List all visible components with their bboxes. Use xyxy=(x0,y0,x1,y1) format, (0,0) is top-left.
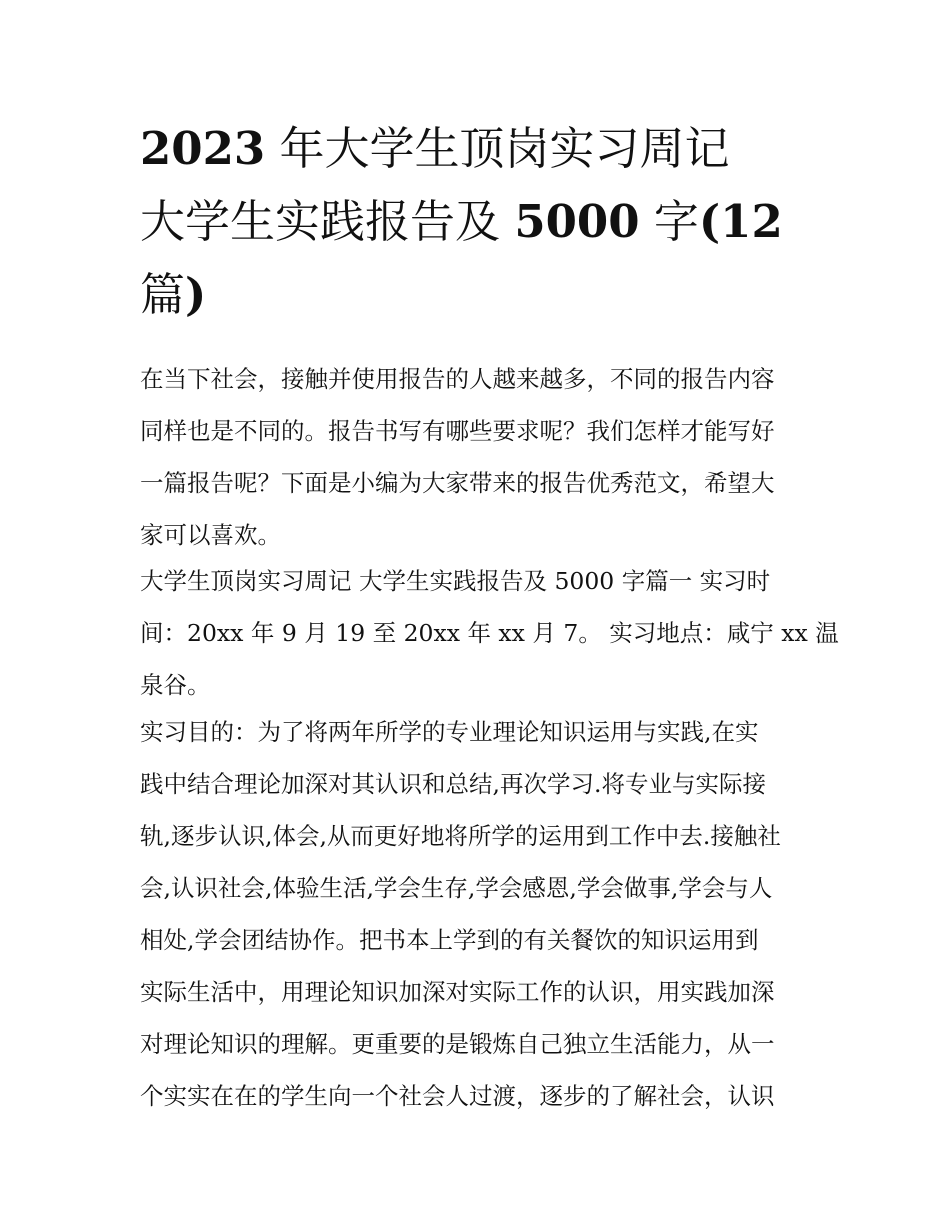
title-number: 5000 xyxy=(514,195,640,248)
paragraph-line: 实习目的：为了将两年所学的专业理论知识运用与实践,在实 xyxy=(140,718,759,746)
title-line xyxy=(140,185,820,258)
paragraph-line: 个实实在在的学生向一个社会人过渡，逐步的了解社会，认识 xyxy=(140,1082,775,1110)
title-year: 2023 xyxy=(140,122,266,175)
paragraph-line: 同样也是不同的。报告书写有哪些要求呢？我们怎样才能写好 xyxy=(140,417,775,445)
document-title xyxy=(140,112,820,331)
paragraph-line: 泉谷。 xyxy=(140,671,211,699)
paragraph-line: 对理论知识的理解。更重要的是锻炼自己独立生活能力，从一 xyxy=(140,1030,775,1058)
title-text: 年大学生顶岗实习周记 xyxy=(265,122,730,175)
paragraph-line: 轨,逐步认识,体会,从而更好地将所学的运用到工作中去.接触社 xyxy=(140,822,781,850)
title-count: (12 xyxy=(698,195,783,248)
paragraph-line: 实际生活中，用理论知识加深对实际工作的认识，用实践加深 xyxy=(140,978,775,1006)
paragraph-line: 大学生顶岗实习周记 大学生实践报告及 5000 字篇一 实习时 xyxy=(140,567,771,595)
paragraph-line: 践中结合理论加深对其认识和总结,再次学习.将专业与实际接 xyxy=(140,770,766,798)
paragraph-line: 会,认识社会,体验生活,学会生存,学会感恩,学会做事,学会与人 xyxy=(140,874,773,902)
title-text: 大学生实践报告及 xyxy=(140,195,515,248)
title-line xyxy=(140,258,820,331)
paragraph-line: 间：20xx 年 9 月 19 至 20xx 年 xx 月 7。 实习地点：咸宁 xx 温 xyxy=(140,619,839,647)
internship-info-paragraph xyxy=(140,555,839,711)
title-text: 字 xyxy=(639,195,699,248)
title-line xyxy=(140,112,820,185)
paragraph-line: 一篇报告呢？下面是小编为大家带来的报告优秀范文，希望大 xyxy=(140,469,775,497)
title-paren: ) xyxy=(185,268,207,321)
paragraph-line: 在当下社会，接触并使用报告的人越来越多，不同的报告内容 xyxy=(140,365,775,393)
paragraph-line: 相处,学会团结协作。把书本上学到的有关餐饮的知识运用到 xyxy=(140,926,759,954)
internship-purpose-paragraph xyxy=(140,706,820,1122)
title-text: 篇 xyxy=(140,268,186,321)
intro-paragraph xyxy=(140,353,820,561)
paragraph-line: 家可以喜欢。 xyxy=(140,521,281,549)
